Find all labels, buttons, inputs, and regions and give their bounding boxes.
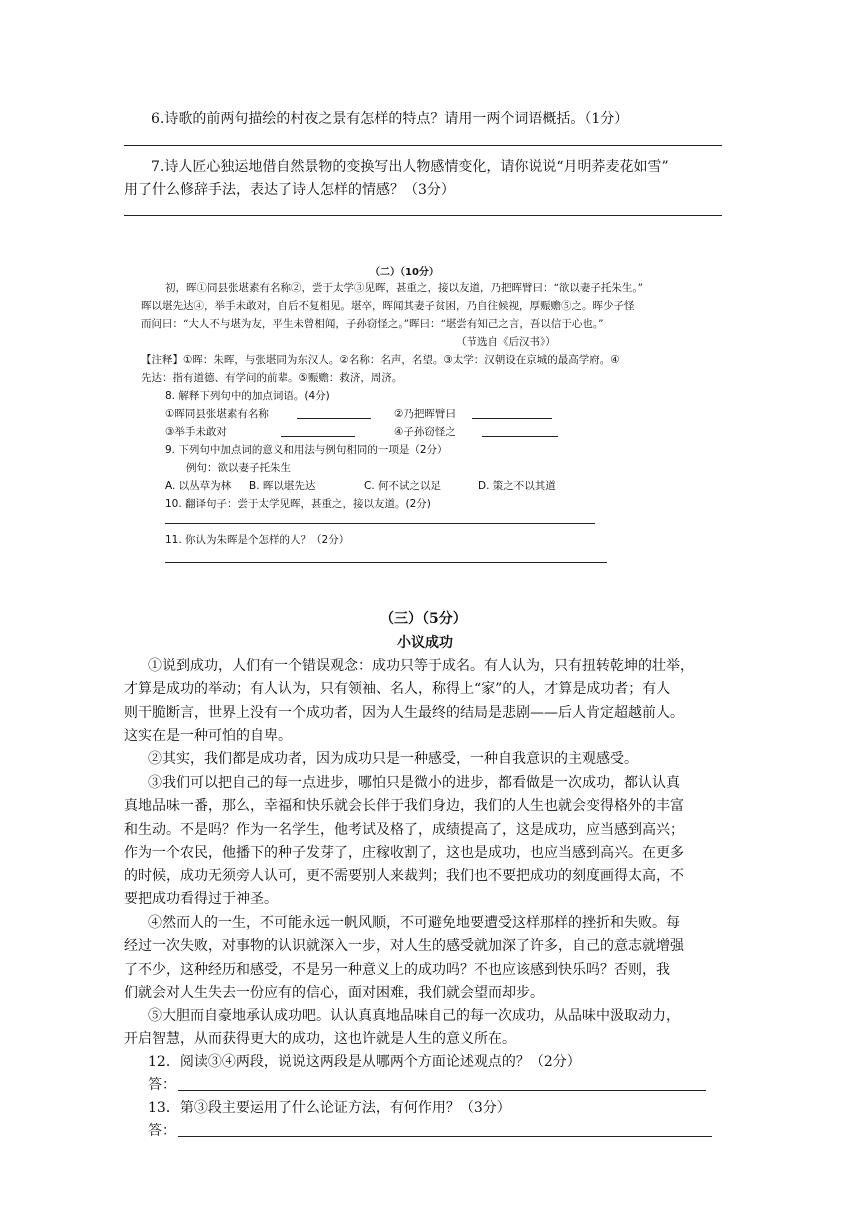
q8-item-4: ④子孙窃怪之	[394, 426, 456, 438]
passage-line-2: 晖以堪先达④，举手未敢对，自后不复相见。堪卒，晖闻其妻子贫困，乃自往候视，厚赈赡⑤之。晖少子怪	[141, 300, 635, 312]
answer-line[interactable]	[178, 1090, 706, 1091]
essay-line: 要把成功看得过于神圣。	[124, 891, 278, 908]
essay-line: ①说到成功，人们有一个错误观念：成功只等于成名。有人认为，只有扭转乾坤的壮举，	[148, 658, 694, 674]
q8-blank-4[interactable]	[482, 424, 558, 437]
essay-line: ④然而人的一生，不可能永远一帆风顺，不可避免地要遭受这样那样的挫折和失败。每	[148, 915, 680, 931]
essay-line: 作为一个农民，他播下的种子发芽了，庄稼收割了，这也是成功，也应当感到高兴。在更多	[124, 844, 684, 861]
essay-line: 则干脆断言，世界上没有一个成功者，因为人生最终的结局是悲剧——后人肯定超越前人。	[124, 704, 684, 721]
question-13: 13．第③段主要运用了什么论证方法，有何作用？（3分）	[148, 1100, 511, 1116]
essay-paragraph-2	[124, 748, 734, 771]
section-2-title: （二）（10分）	[370, 267, 439, 278]
question-8: 8. 解释下列句中的加点词语。(4分)	[165, 390, 330, 402]
essay-title: 小议成功	[397, 635, 453, 651]
q9-example: 例句：欲以妻子托朱生	[186, 462, 291, 474]
essay-line: ②其实，我们都是成功者，因为成功只是一种感受，一种自我意识的主观感受。	[148, 751, 638, 767]
notes-line-1: 【注释】①晖：朱晖，与张堪同为东汉人。②名称：名声，名望。③太学：汉朝设在京城的最高学府。④	[141, 354, 620, 366]
question-9: 9. 下列句中加点词的意义和用法与例句相同的一项是（2分）	[165, 444, 448, 456]
essay-line: 和生动。不是吗？作为一名学生，他考试及格了，成绩提高了，这是成功，应当感到高兴；	[124, 821, 684, 838]
essay-line: ③我们可以把自己的每一点进步，哪怕只是微小的进步，都看做是一次成功，都认认真	[148, 775, 680, 791]
q8-item-3: ③举手未敢对	[165, 426, 227, 438]
q12-answer-label: 答：	[148, 1077, 176, 1093]
section-3-title: （三）（5分）	[380, 611, 467, 627]
q8-item-1: ①晖同县张堪素有名称	[165, 408, 269, 420]
q9-option-c[interactable]: C. 何不试之以足	[364, 480, 442, 492]
essay-line: 才算是成功的举动；有人认为，只有领袖、名人，称得上“家”的人，才算是成功者；有人	[124, 681, 671, 698]
essay-line: ⑤大胆而自豪地承认成功吧。认认真真地品味自己的每一次成功，从品味中汲取动力，	[148, 1008, 680, 1024]
passage-line-1: 初，晖①同县张堪素有名称②，尝于太学③见晖，甚重之，接以友道，乃把晖臂曰：“欲以妻子托朱生。”	[165, 282, 643, 294]
q9-option-d[interactable]: D. 策之不以其道	[478, 480, 556, 492]
q8-item-2: ②乃把晖臂曰	[394, 408, 456, 420]
question-7-line-2: 用了什么修辞手法，表达了诗人怎样的情感？（3分）	[124, 182, 455, 198]
essay-line: 们就会对人生失去一份应有的信心，面对困难，我们就会望而却步。	[124, 984, 544, 1001]
answer-line[interactable]	[124, 215, 722, 216]
q9-option-a[interactable]: A. 以丛草为林	[165, 480, 232, 492]
essay-line: 的时候，成功无须旁人认可，更不需要别人来裁判；我们也不要把成功的刻度画得太高，不	[124, 868, 684, 885]
q9-option-b[interactable]: B. 晖以堪先达	[249, 480, 316, 492]
passage-source: （节选自《后汉书》）	[456, 336, 556, 348]
essay-line: 了不少，这种经历和感受，不是另一种意义上的成功吗？不也应该感到快乐吗？否则，我	[124, 961, 670, 978]
essay-line: 开启智慧，从而获得更大的成功，这也许就是人生的意义所在。	[124, 1031, 516, 1048]
essay-paragraph-3	[124, 772, 734, 912]
q8-blank-3[interactable]	[281, 424, 355, 437]
q8-blank-1[interactable]	[297, 406, 371, 419]
answer-line[interactable]	[165, 562, 607, 563]
question-12: 12．阅读③④两段，说说这两段是从哪两个方面论述观点的？（2分）	[148, 1054, 581, 1070]
essay-line: 经过一次失败，对事物的认识就深入一步，对人生的感受就加深了许多，自己的意志就增强	[124, 938, 684, 955]
passage-line-3: 而问曰：“大人不与堪为友，平生未曾相闻，子孙窃怪之。”晖曰：“堪尝有知己之言，吾以信于心也。”	[141, 318, 604, 330]
question-10: 10. 翻译句子：尝于太学见晖，甚重之，接以友道。(2分)	[165, 498, 431, 510]
notes-line-2: 先达：指有道德、有学问的前辈。⑤赈赡：救济，周济。	[141, 372, 403, 384]
q8-blank-2[interactable]	[472, 406, 552, 419]
essay-paragraph-1	[124, 655, 734, 748]
question-7-line-1: 7.诗人匠心独运地借自然景物的变换写出人物感情变化，请你说说“月明荞麦花如雪”	[151, 159, 669, 175]
question-6: 6.诗歌的前两句描绘的村夜之景有怎样的特点？请用一两个词语概括。（1分）	[151, 111, 629, 127]
essay-paragraph-4	[124, 912, 734, 1005]
question-11: 11. 你认为朱晖是个怎样的人？（2分）	[165, 534, 350, 546]
answer-line[interactable]	[124, 145, 722, 146]
answer-line[interactable]	[178, 1136, 712, 1137]
essay-paragraph-5	[124, 1005, 734, 1052]
essay-line: 这实在是一种可怕的自卑。	[124, 727, 292, 744]
essay-line: 真地品味一番，那么，幸福和快乐就会长伴于我们身边，我们的人生也就会变得格外的丰富	[124, 798, 684, 815]
answer-line[interactable]	[165, 523, 595, 524]
q13-answer-label: 答：	[148, 1123, 176, 1139]
